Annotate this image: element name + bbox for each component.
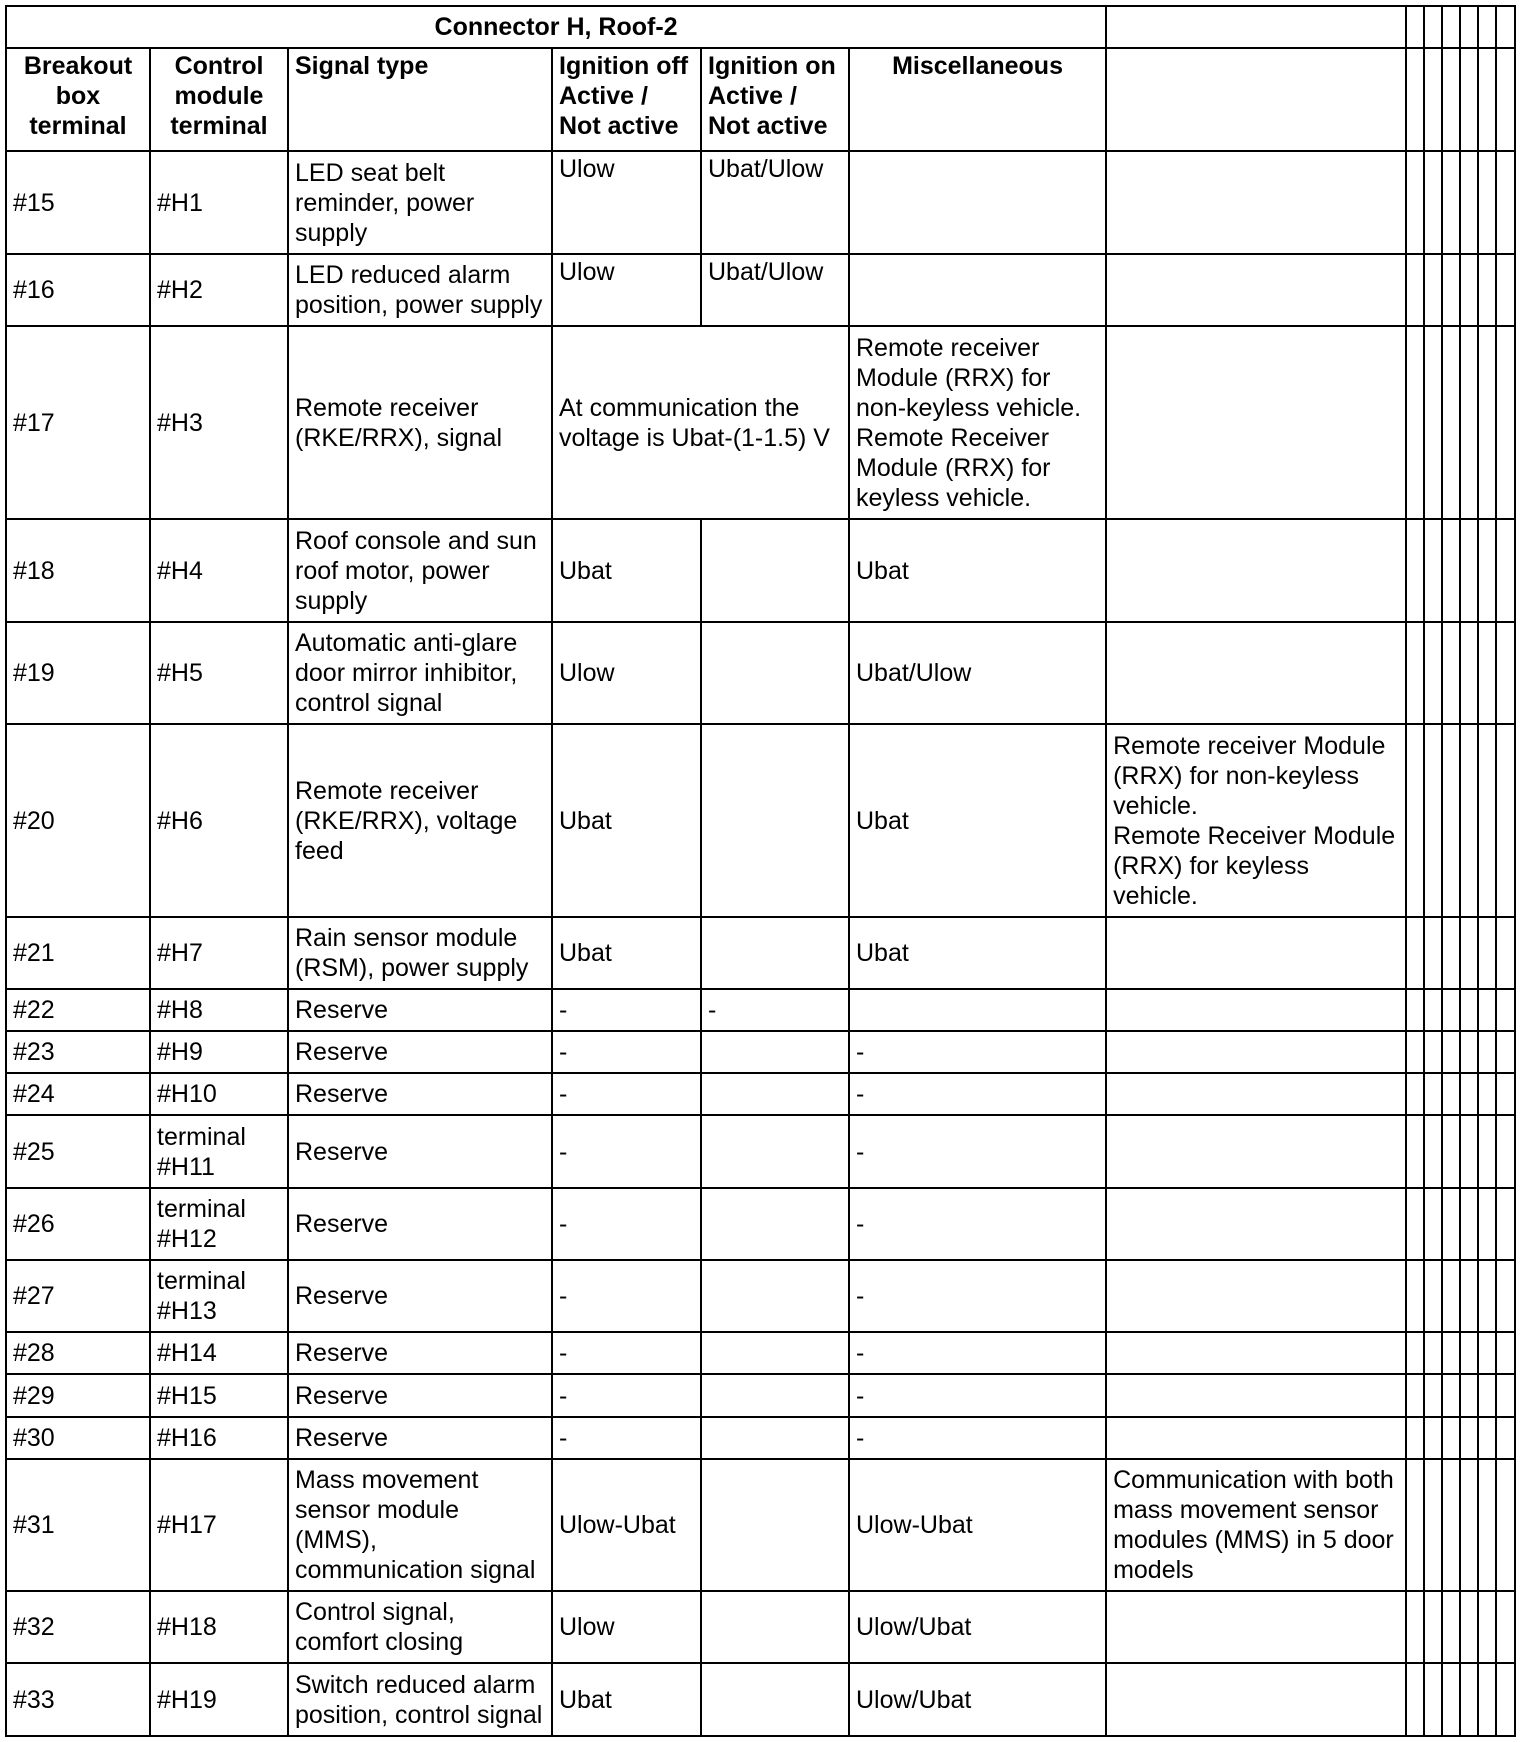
blank-cell bbox=[1424, 1417, 1442, 1459]
ignition-on-cell bbox=[701, 917, 849, 989]
table-row bbox=[6, 326, 1515, 519]
blank-cell bbox=[1424, 917, 1442, 989]
blank-cell bbox=[1460, 48, 1478, 151]
connector-table bbox=[5, 5, 1516, 1737]
header-row bbox=[6, 48, 1515, 151]
misc-cell bbox=[849, 254, 1106, 326]
blank-cell bbox=[1406, 1663, 1424, 1736]
ignition-on-cell bbox=[701, 519, 849, 622]
table-row bbox=[6, 1031, 1515, 1073]
misc-cell bbox=[849, 151, 1106, 254]
blank-cell bbox=[1424, 1073, 1442, 1115]
blank-cell bbox=[1496, 1332, 1515, 1374]
blank-cell bbox=[1442, 326, 1460, 519]
blank-cell bbox=[1460, 1417, 1478, 1459]
ignition-off-cell: - bbox=[552, 1260, 701, 1332]
ignition-on-cell bbox=[701, 1374, 849, 1417]
blank-cell bbox=[1478, 1031, 1496, 1073]
blank-cell bbox=[1460, 989, 1478, 1031]
ignition-on-cell bbox=[701, 1417, 849, 1459]
blank-cell bbox=[1460, 917, 1478, 989]
extra-cell bbox=[1106, 1031, 1406, 1073]
blank-cell bbox=[1406, 326, 1424, 519]
blank-cell bbox=[1460, 151, 1478, 254]
blank-cell bbox=[1106, 6, 1406, 48]
misc-cell: - bbox=[849, 1332, 1106, 1374]
blank-cell bbox=[1424, 1115, 1442, 1188]
ignition-off-cell: - bbox=[552, 1115, 701, 1188]
blank-cell bbox=[1496, 724, 1515, 917]
blank-cell bbox=[1460, 724, 1478, 917]
blank-cell bbox=[1478, 151, 1496, 254]
table-row bbox=[6, 1417, 1515, 1459]
extra-cell bbox=[1106, 151, 1406, 254]
blank-cell bbox=[1406, 917, 1424, 989]
ignition-off-cell: Ulow bbox=[552, 1591, 701, 1663]
breakout-cell: #26 bbox=[6, 1188, 150, 1260]
blank-cell bbox=[1406, 1417, 1424, 1459]
extra-cell bbox=[1106, 622, 1406, 724]
table-row bbox=[6, 622, 1515, 724]
breakout-cell: #33 bbox=[6, 1663, 150, 1736]
signal-cell: Rain sensor module (RSM), power supply bbox=[288, 917, 552, 989]
extra-cell: Communication with both mass movement sensor modules (MMS) in 5 door models bbox=[1106, 1459, 1406, 1591]
control-cell: #H15 bbox=[150, 1374, 288, 1417]
blank-cell bbox=[1460, 622, 1478, 724]
blank-cell bbox=[1442, 1591, 1460, 1663]
breakout-cell: #27 bbox=[6, 1260, 150, 1332]
blank-cell bbox=[1442, 1663, 1460, 1736]
blank-cell bbox=[1478, 989, 1496, 1031]
breakout-cell: #32 bbox=[6, 1591, 150, 1663]
extra-cell bbox=[1106, 1115, 1406, 1188]
header-miscellaneous: Miscellaneous bbox=[849, 48, 1106, 151]
breakout-cell: #31 bbox=[6, 1459, 150, 1591]
blank-cell bbox=[1496, 254, 1515, 326]
signal-cell: Reserve bbox=[288, 1374, 552, 1417]
blank-cell bbox=[1442, 151, 1460, 254]
blank-cell bbox=[1424, 989, 1442, 1031]
breakout-cell: #28 bbox=[6, 1332, 150, 1374]
breakout-cell: #19 bbox=[6, 622, 150, 724]
breakout-cell: #18 bbox=[6, 519, 150, 622]
breakout-cell: #21 bbox=[6, 917, 150, 989]
signal-cell: Mass movement sensor module (MMS), communication signal bbox=[288, 1459, 552, 1591]
table-row bbox=[6, 1459, 1515, 1591]
signal-cell: Reserve bbox=[288, 1188, 552, 1260]
control-cell: #H17 bbox=[150, 1459, 288, 1591]
blank-cell bbox=[1406, 724, 1424, 917]
blank-cell bbox=[1460, 1591, 1478, 1663]
blank-cell bbox=[1496, 1188, 1515, 1260]
blank-cell bbox=[1406, 1591, 1424, 1663]
blank-cell bbox=[1496, 1663, 1515, 1736]
table-row bbox=[6, 1374, 1515, 1417]
blank-cell bbox=[1478, 1332, 1496, 1374]
blank-cell bbox=[1424, 1374, 1442, 1417]
blank-cell bbox=[1442, 1260, 1460, 1332]
ignition-on-cell bbox=[701, 724, 849, 917]
blank-cell bbox=[1442, 1115, 1460, 1188]
ignition-on-cell bbox=[701, 1031, 849, 1073]
table-row bbox=[6, 724, 1515, 917]
control-cell: #H8 bbox=[150, 989, 288, 1031]
blank-cell bbox=[1406, 1332, 1424, 1374]
blank-cell bbox=[1460, 1663, 1478, 1736]
extra-cell bbox=[1106, 1591, 1406, 1663]
header-signal-type: Signal type bbox=[288, 48, 552, 151]
misc-cell: - bbox=[849, 1188, 1106, 1260]
ignition-off-cell: - bbox=[552, 1374, 701, 1417]
blank-cell bbox=[1442, 1374, 1460, 1417]
header-ignition-off: Ignition off Active / Not active bbox=[552, 48, 701, 151]
signal-cell: Reserve bbox=[288, 1031, 552, 1073]
blank-cell bbox=[1496, 1031, 1515, 1073]
ignition-off-cell: - bbox=[552, 1188, 701, 1260]
ignition-on-cell bbox=[701, 1073, 849, 1115]
blank-cell bbox=[1460, 6, 1478, 48]
ignition-on-cell bbox=[701, 622, 849, 724]
misc-cell bbox=[849, 989, 1106, 1031]
blank-cell bbox=[1496, 326, 1515, 519]
blank-cell bbox=[1496, 1115, 1515, 1188]
table-row bbox=[6, 1073, 1515, 1115]
breakout-cell: #20 bbox=[6, 724, 150, 917]
blank-cell bbox=[1460, 326, 1478, 519]
ignition-off-cell: - bbox=[552, 1417, 701, 1459]
table-row bbox=[6, 151, 1515, 254]
blank-cell bbox=[1460, 1332, 1478, 1374]
misc-cell: - bbox=[849, 1374, 1106, 1417]
ignition-on-cell bbox=[701, 1188, 849, 1260]
misc-cell: Ulow/Ubat bbox=[849, 1591, 1106, 1663]
blank-cell bbox=[1478, 1260, 1496, 1332]
blank-cell bbox=[1478, 326, 1496, 519]
ignition-off-cell: Ubat bbox=[552, 724, 701, 917]
blank-cell bbox=[1478, 1073, 1496, 1115]
ignition-on-cell bbox=[701, 1591, 849, 1663]
blank-cell bbox=[1406, 254, 1424, 326]
blank-cell bbox=[1424, 1260, 1442, 1332]
blank-cell bbox=[1478, 724, 1496, 917]
table-title: Connector H, Roof-2 bbox=[6, 6, 1106, 48]
blank-cell bbox=[1496, 1591, 1515, 1663]
misc-cell: Remote receiver Module (RRX) for non-keyless vehicle. Remote Receiver Module (RRX) for keyless vehicle. bbox=[849, 326, 1106, 519]
blank-cell bbox=[1424, 519, 1442, 622]
blank-cell bbox=[1478, 1374, 1496, 1417]
blank-cell bbox=[1460, 1459, 1478, 1591]
blank-cell bbox=[1424, 724, 1442, 917]
blank-cell bbox=[1478, 1417, 1496, 1459]
blank-cell bbox=[1406, 1188, 1424, 1260]
ignition-on-cell: - bbox=[701, 989, 849, 1031]
blank-cell bbox=[1406, 48, 1424, 151]
signal-cell: Roof console and sun roof motor, power supply bbox=[288, 519, 552, 622]
ignition-off-cell: Ubat bbox=[552, 1663, 701, 1736]
ignition-off-cell: Ubat bbox=[552, 519, 701, 622]
blank-cell bbox=[1424, 326, 1442, 519]
blank-cell bbox=[1442, 1073, 1460, 1115]
control-cell: #H3 bbox=[150, 326, 288, 519]
signal-cell: Reserve bbox=[288, 1115, 552, 1188]
extra-cell: Remote receiver Module (RRX) for non-keyless vehicle. Remote Receiver Module (RRX) for keyless vehicle. bbox=[1106, 724, 1406, 917]
extra-cell bbox=[1106, 1417, 1406, 1459]
blank-cell bbox=[1460, 1115, 1478, 1188]
blank-cell bbox=[1442, 48, 1460, 151]
control-cell: #H5 bbox=[150, 622, 288, 724]
breakout-cell: #29 bbox=[6, 1374, 150, 1417]
signal-cell: Reserve bbox=[288, 1332, 552, 1374]
table-row bbox=[6, 1332, 1515, 1374]
signal-cell: Automatic anti-glare door mirror inhibitor, control signal bbox=[288, 622, 552, 724]
blank-cell bbox=[1424, 1332, 1442, 1374]
blank-cell bbox=[1496, 622, 1515, 724]
signal-cell: Remote receiver (RKE/RRX), signal bbox=[288, 326, 552, 519]
breakout-cell: #15 bbox=[6, 151, 150, 254]
blank-cell bbox=[1496, 1417, 1515, 1459]
blank-cell bbox=[1442, 6, 1460, 48]
blank-cell bbox=[1406, 519, 1424, 622]
ignition-on-cell bbox=[701, 1332, 849, 1374]
extra-cell bbox=[1106, 519, 1406, 622]
blank-cell bbox=[1424, 622, 1442, 724]
title-row bbox=[6, 6, 1515, 48]
blank-cell bbox=[1460, 1374, 1478, 1417]
blank-cell bbox=[1478, 1663, 1496, 1736]
misc-cell: - bbox=[849, 1031, 1106, 1073]
table-row bbox=[6, 254, 1515, 326]
extra-cell bbox=[1106, 1188, 1406, 1260]
ignition-off-cell: - bbox=[552, 1332, 701, 1374]
ignition-off-cell: - bbox=[552, 989, 701, 1031]
control-cell: #H2 bbox=[150, 254, 288, 326]
blank-cell bbox=[1496, 1073, 1515, 1115]
blank-cell bbox=[1478, 1591, 1496, 1663]
blank-cell bbox=[1496, 1374, 1515, 1417]
blank-cell bbox=[1478, 1188, 1496, 1260]
blank-cell bbox=[1442, 519, 1460, 622]
ignition-off-cell: Ulow bbox=[552, 622, 701, 724]
misc-cell: - bbox=[849, 1260, 1106, 1332]
blank-cell bbox=[1478, 254, 1496, 326]
blank-cell bbox=[1406, 6, 1424, 48]
table-row bbox=[6, 1260, 1515, 1332]
misc-cell: Ubat bbox=[849, 724, 1106, 917]
ignition-on-cell bbox=[701, 1459, 849, 1591]
extra-cell bbox=[1106, 1073, 1406, 1115]
blank-cell bbox=[1406, 1374, 1424, 1417]
extra-cell bbox=[1106, 989, 1406, 1031]
table-row bbox=[6, 917, 1515, 989]
signal-cell: Reserve bbox=[288, 989, 552, 1031]
signal-cell: LED reduced alarm position, power supply bbox=[288, 254, 552, 326]
breakout-cell: #17 bbox=[6, 326, 150, 519]
table-row bbox=[6, 1663, 1515, 1736]
blank-cell bbox=[1406, 1031, 1424, 1073]
signal-cell: Remote receiver (RKE/RRX), voltage feed bbox=[288, 724, 552, 917]
table-row bbox=[6, 1115, 1515, 1188]
table-row bbox=[6, 1591, 1515, 1663]
control-cell: #H7 bbox=[150, 917, 288, 989]
control-cell: #H14 bbox=[150, 1332, 288, 1374]
table-row bbox=[6, 989, 1515, 1031]
ignition-on-cell bbox=[701, 1260, 849, 1332]
blank-cell bbox=[1442, 1188, 1460, 1260]
breakout-cell: #16 bbox=[6, 254, 150, 326]
extra-cell bbox=[1106, 254, 1406, 326]
blank-cell bbox=[1406, 989, 1424, 1031]
blank-cell bbox=[1442, 1031, 1460, 1073]
blank-cell bbox=[1424, 151, 1442, 254]
control-cell: #H1 bbox=[150, 151, 288, 254]
blank-cell bbox=[1478, 48, 1496, 151]
ignition-off-cell: - bbox=[552, 1031, 701, 1073]
blank-cell bbox=[1496, 519, 1515, 622]
blank-cell bbox=[1460, 1188, 1478, 1260]
header-ignition-on: Ignition on Active / Not active bbox=[701, 48, 849, 151]
ignition-off-cell: - bbox=[552, 1073, 701, 1115]
blank-cell bbox=[1406, 1073, 1424, 1115]
blank-cell bbox=[1442, 254, 1460, 326]
control-cell: #H6 bbox=[150, 724, 288, 917]
blank-cell bbox=[1460, 1031, 1478, 1073]
extra-cell bbox=[1106, 1332, 1406, 1374]
control-cell: #H10 bbox=[150, 1073, 288, 1115]
misc-cell: Ubat bbox=[849, 917, 1106, 989]
blank-cell bbox=[1424, 1031, 1442, 1073]
breakout-cell: #24 bbox=[6, 1073, 150, 1115]
signal-cell: Reserve bbox=[288, 1260, 552, 1332]
blank-cell bbox=[1424, 1591, 1442, 1663]
blank-cell bbox=[1406, 1260, 1424, 1332]
control-cell: #H4 bbox=[150, 519, 288, 622]
signal-cell: Reserve bbox=[288, 1073, 552, 1115]
blank-cell bbox=[1478, 6, 1496, 48]
control-cell: #H9 bbox=[150, 1031, 288, 1073]
blank-cell bbox=[1406, 151, 1424, 254]
misc-cell: Ulow-Ubat bbox=[849, 1459, 1106, 1591]
blank-cell bbox=[1406, 1459, 1424, 1591]
blank-cell bbox=[1496, 151, 1515, 254]
blank-cell bbox=[1496, 1459, 1515, 1591]
control-cell: #H16 bbox=[150, 1417, 288, 1459]
control-cell: #H19 bbox=[150, 1663, 288, 1736]
blank-cell bbox=[1424, 48, 1442, 151]
blank-cell bbox=[1442, 724, 1460, 917]
blank-cell bbox=[1496, 6, 1515, 48]
table-row bbox=[6, 519, 1515, 622]
blank-cell bbox=[1496, 48, 1515, 151]
blank-cell bbox=[1424, 254, 1442, 326]
misc-cell: - bbox=[849, 1073, 1106, 1115]
breakout-cell: #23 bbox=[6, 1031, 150, 1073]
blank-cell bbox=[1442, 917, 1460, 989]
table-row bbox=[6, 1188, 1515, 1260]
extra-cell bbox=[1106, 1663, 1406, 1736]
blank-cell bbox=[1478, 1115, 1496, 1188]
misc-cell: Ubat/Ulow bbox=[849, 622, 1106, 724]
breakout-cell: #30 bbox=[6, 1417, 150, 1459]
blank-cell bbox=[1442, 1417, 1460, 1459]
extra-cell bbox=[1106, 1260, 1406, 1332]
header-breakout-terminal: Breakout box terminal bbox=[6, 48, 150, 151]
control-cell: terminal #H13 bbox=[150, 1260, 288, 1332]
ignition-off-cell: Ulow bbox=[552, 151, 701, 254]
blank-cell bbox=[1442, 989, 1460, 1031]
ignition-on-cell: Ubat/Ulow bbox=[701, 254, 849, 326]
signal-cell: LED seat belt reminder, power supply bbox=[288, 151, 552, 254]
control-cell: terminal #H11 bbox=[150, 1115, 288, 1188]
ignition-off-cell: Ulow bbox=[552, 254, 701, 326]
header-control-module-terminal: Control module terminal bbox=[150, 48, 288, 151]
blank-cell bbox=[1406, 622, 1424, 724]
ignition-on-cell: Ubat/Ulow bbox=[701, 151, 849, 254]
blank-cell bbox=[1460, 254, 1478, 326]
blank-cell bbox=[1478, 622, 1496, 724]
ignition-off-cell: Ubat bbox=[552, 917, 701, 989]
ignition-on-cell bbox=[701, 1115, 849, 1188]
blank-cell bbox=[1496, 917, 1515, 989]
ignition-merged-cell: At communication the voltage is Ubat-(1-1.5) V bbox=[552, 326, 849, 519]
blank-cell bbox=[1406, 1115, 1424, 1188]
blank-cell bbox=[1442, 1332, 1460, 1374]
blank-cell bbox=[1442, 1459, 1460, 1591]
ignition-on-cell bbox=[701, 1663, 849, 1736]
misc-cell: Ubat bbox=[849, 519, 1106, 622]
blank-cell bbox=[1106, 48, 1406, 151]
blank-cell bbox=[1460, 1073, 1478, 1115]
blank-cell bbox=[1496, 1260, 1515, 1332]
breakout-cell: #22 bbox=[6, 989, 150, 1031]
signal-cell: Control signal, comfort closing bbox=[288, 1591, 552, 1663]
blank-cell bbox=[1424, 1663, 1442, 1736]
control-cell: #H18 bbox=[150, 1591, 288, 1663]
signal-cell: Switch reduced alarm position, control signal bbox=[288, 1663, 552, 1736]
blank-cell bbox=[1442, 622, 1460, 724]
blank-cell bbox=[1496, 989, 1515, 1031]
extra-cell bbox=[1106, 917, 1406, 989]
blank-cell bbox=[1460, 1260, 1478, 1332]
misc-cell: - bbox=[849, 1417, 1106, 1459]
extra-cell bbox=[1106, 1374, 1406, 1417]
blank-cell bbox=[1478, 917, 1496, 989]
extra-cell bbox=[1106, 326, 1406, 519]
ignition-off-cell: Ulow-Ubat bbox=[552, 1459, 701, 1591]
blank-cell bbox=[1460, 519, 1478, 622]
breakout-cell: #25 bbox=[6, 1115, 150, 1188]
blank-cell bbox=[1424, 1459, 1442, 1591]
signal-cell: Reserve bbox=[288, 1417, 552, 1459]
blank-cell bbox=[1424, 6, 1442, 48]
control-cell: terminal #H12 bbox=[150, 1188, 288, 1260]
misc-cell: Ulow/Ubat bbox=[849, 1663, 1106, 1736]
blank-cell bbox=[1424, 1188, 1442, 1260]
blank-cell bbox=[1478, 519, 1496, 622]
misc-cell: - bbox=[849, 1115, 1106, 1188]
blank-cell bbox=[1478, 1459, 1496, 1591]
